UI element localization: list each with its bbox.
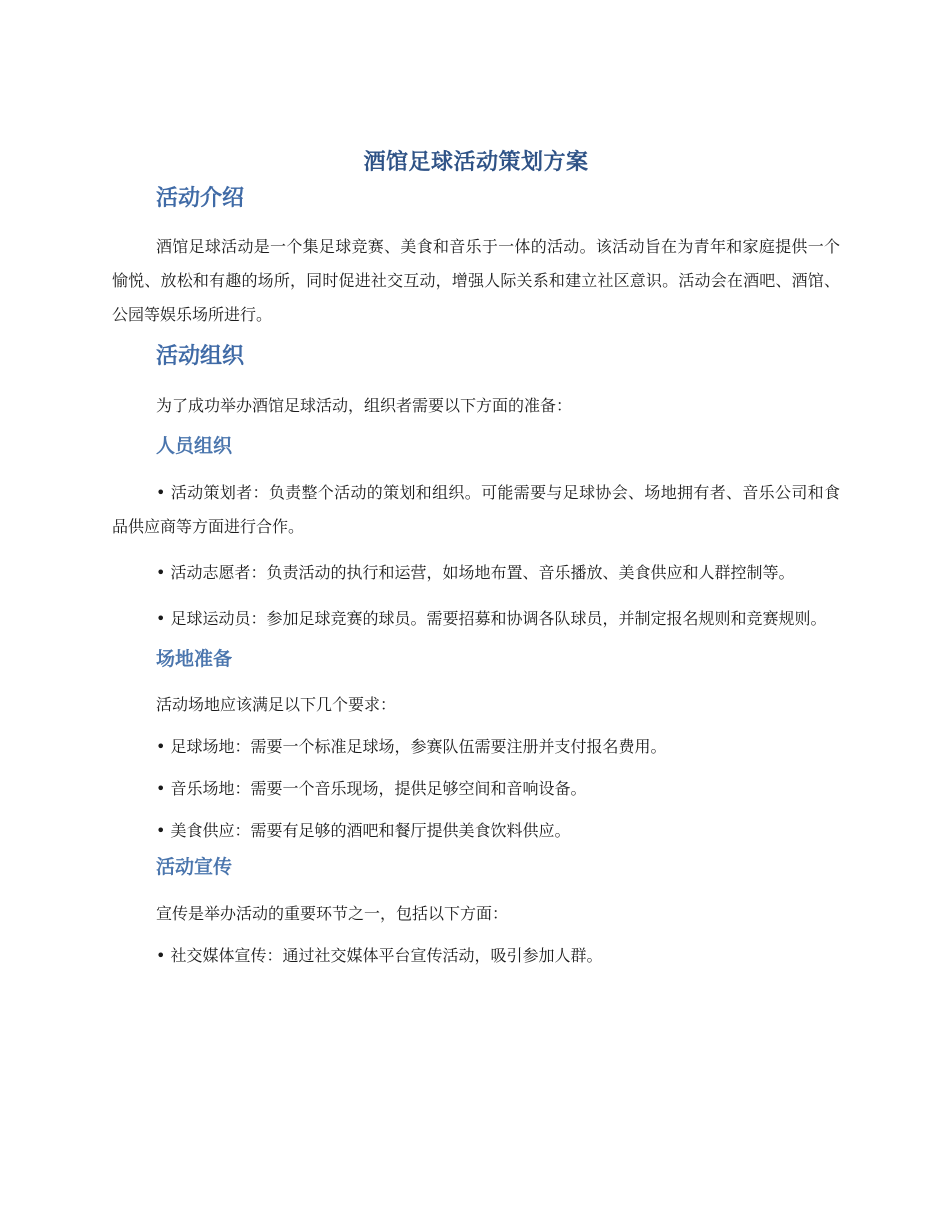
subsection-heading-venue: 场地准备	[156, 647, 233, 670]
staff-item-planner: • 活动策划者：负责整个活动的策划和组织。可能需要与足球协会、场地拥有者、音乐公司和食品供应商等方面进行合作。	[112, 482, 840, 536]
promotion-item-social-media: • 社交媒体宣传：通过社交媒体平台宣传活动，吸引参加人群。	[156, 946, 603, 966]
venue-intro: 活动场地应该满足以下几个要求：	[156, 695, 397, 715]
subsection-heading-staff: 人员组织	[156, 434, 233, 457]
organization-paragraph: 为了成功举办酒馆足球活动，组织者需要以下方面的准备：	[156, 395, 573, 415]
promotion-intro: 宣传是举办活动的重要环节之一，包括以下方面：	[156, 904, 509, 924]
document-page	[112, 145, 840, 981]
venue-item-music: • 音乐场地：需要一个音乐现场，提供足够空间和音响设备。	[156, 779, 587, 799]
document-title: 酒馆足球活动策划方案	[363, 150, 589, 175]
staff-item-player: • 足球运动员：参加足球竞赛的球员。需要招募和协调各队球员，并制定报名规则和竞赛规则。	[156, 608, 827, 628]
venue-item-football: • 足球场地：需要一个标准足球场，参赛队伍需要注册并支付报名费用。	[156, 737, 667, 757]
intro-paragraph: 酒馆足球活动是一个集足球竞赛、美食和音乐于一体的活动。该活动旨在为青年和家庭提供一个愉悦、放松和有趣的场所，同时促进社交互动，增强人际关系和建立社区意识。活动会在酒吧、酒馆、公园等娱乐场所进行。	[112, 237, 840, 325]
venue-item-food: • 美食供应：需要有足够的酒吧和餐厅提供美食饮料供应。	[156, 821, 571, 841]
section-heading-organization: 活动组织	[156, 344, 245, 370]
staff-item-volunteer: • 活动志愿者：负责活动的执行和运营，如场地布置、音乐播放、美食供应和人群控制等。	[156, 562, 795, 582]
subsection-heading-promotion: 活动宣传	[156, 856, 233, 879]
section-heading-intro: 活动介绍	[156, 186, 245, 211]
